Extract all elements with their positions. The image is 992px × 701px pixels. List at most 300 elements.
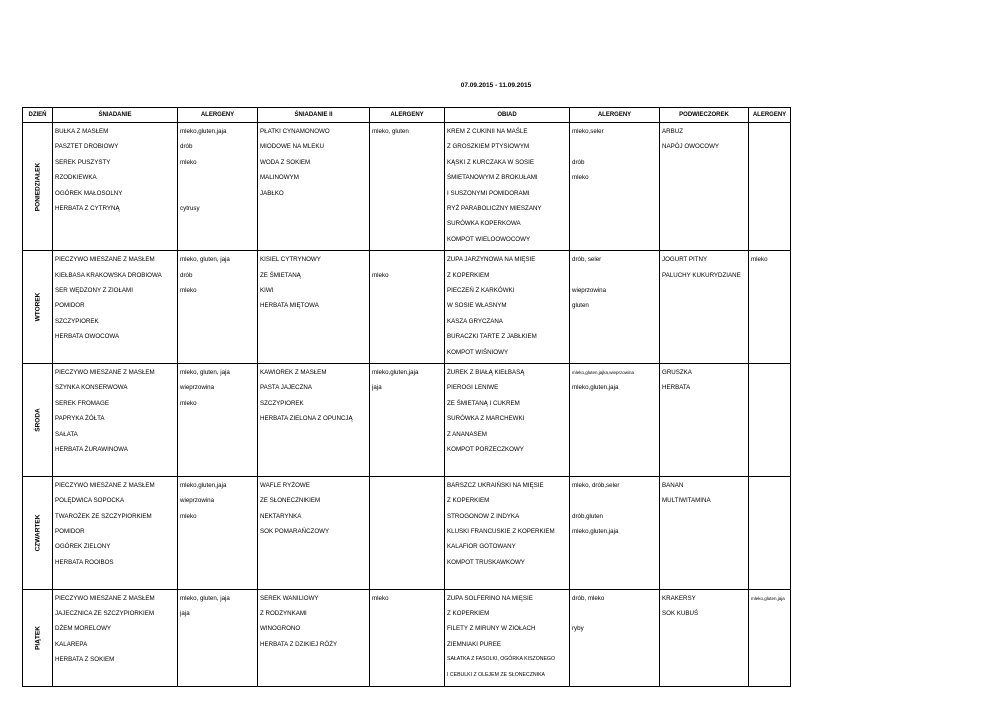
- menu-line: [572, 186, 659, 201]
- menu-line: ryby: [572, 625, 584, 633]
- menu-line: HERBATA Z CYTRYNĄ: [55, 204, 120, 212]
- menu-line: [372, 427, 444, 442]
- menu-line: [751, 509, 790, 524]
- menu-line: [260, 668, 369, 683]
- menu-line: [372, 155, 444, 170]
- day-label-cell: [23, 476, 53, 589]
- menu-line: PIECZYWO MIESZANE Z MASŁEM: [55, 368, 155, 376]
- menu-line: [751, 411, 790, 426]
- menu-line: [180, 232, 257, 247]
- menu-line: [372, 668, 444, 683]
- menu-line: [662, 298, 748, 313]
- menu-line: [180, 427, 257, 442]
- menu-cell: [445, 363, 570, 476]
- menu-line: [372, 606, 444, 621]
- menu-line: drób: [180, 271, 193, 279]
- menu-line: [751, 124, 790, 139]
- menu-line: SEREK FROMAGE: [55, 399, 109, 407]
- menu-line: [662, 555, 748, 570]
- menu-line: [372, 493, 444, 508]
- day-label-cell: [23, 363, 53, 476]
- menu-line: [751, 186, 790, 201]
- menu-line: [180, 170, 257, 185]
- menu-line: cytrusy: [180, 204, 200, 212]
- menu-line: [372, 524, 444, 539]
- menu-line: [55, 345, 177, 360]
- menu-line: NEKTARYNKA: [260, 512, 302, 520]
- menu-cell: [660, 123, 749, 251]
- menu-line: TWAROŻEK ZE SZCZYPIORKIEM: [55, 512, 152, 520]
- menu-line: PALUCHY KUKURYDZIANE: [662, 271, 741, 279]
- menu-line: GRUSZKA: [662, 368, 692, 376]
- menu-line: [751, 314, 790, 329]
- menu-cell: [570, 476, 660, 589]
- menu-line: KOMPOT WIELOOWOCOWY: [447, 235, 531, 243]
- menu-line: [572, 652, 659, 667]
- menu-line: [180, 329, 257, 344]
- menu-line: [751, 283, 790, 298]
- menu-cell: [178, 589, 258, 686]
- menu-line: [572, 457, 659, 472]
- menu-line: [751, 539, 790, 554]
- menu-line: [662, 509, 748, 524]
- menu-line: [662, 232, 748, 247]
- menu-line: WAFLE RYŻOWE: [260, 481, 310, 489]
- menu-line: PAPRYKA ŻÓŁTA: [55, 415, 105, 423]
- menu-line: [751, 606, 790, 621]
- column-header: ŚNIADANIE II: [258, 108, 370, 123]
- menu-line: [260, 329, 369, 344]
- menu-line: [572, 329, 659, 344]
- menu-line: [662, 539, 748, 554]
- menu-line: [372, 652, 444, 667]
- menu-line: [572, 442, 659, 457]
- menu-cell: [660, 363, 749, 476]
- menu-line: [751, 524, 790, 539]
- menu-line: HERBATA Z DZIKIEJ RÓŻY: [260, 640, 338, 648]
- menu-line: [180, 570, 257, 585]
- menu-line: [751, 365, 790, 380]
- date-range: 07.09.2015 - 11.09.2015: [460, 82, 532, 89]
- menu-line: mleko,gluten,jaja: [572, 527, 619, 535]
- menu-line: [572, 268, 659, 283]
- column-header: OBIAD: [445, 108, 570, 123]
- menu-line: mleko: [180, 286, 197, 294]
- menu-line: [751, 155, 790, 170]
- menu-line: [662, 621, 748, 636]
- day-row: [23, 123, 791, 251]
- menu-line: HERBATA MIĘTOWA: [260, 302, 319, 310]
- menu-cell: [570, 363, 660, 476]
- menu-line: [372, 396, 444, 411]
- menu-line: mleko,gluten,jaja: [572, 384, 619, 392]
- menu-line: [180, 442, 257, 457]
- menu-line: [180, 298, 257, 313]
- menu-line: [751, 668, 790, 683]
- menu-line: [372, 186, 444, 201]
- menu-line: [751, 232, 790, 247]
- menu-line: [751, 442, 790, 457]
- menu-line: SEREK WANILIOWY: [260, 594, 319, 602]
- menu-line: MIODOWE NA MLEKU: [260, 143, 324, 151]
- menu-line: BARSZCZ UKRAIŃSKI NA MIĘSIE: [447, 481, 544, 489]
- menu-line: JOGURT PITNY: [662, 256, 708, 264]
- menu-line: mleko,gluten,jaja: [372, 368, 419, 376]
- menu-line: Z RODZYNKAMI: [260, 609, 307, 617]
- menu-line: mleko,seler: [572, 128, 604, 135]
- menu-cell: [749, 363, 791, 476]
- menu-line: [372, 478, 444, 493]
- menu-line: [572, 570, 659, 585]
- menu-line: ZE ŚMIETANĄ I CUKREM: [447, 399, 520, 407]
- menu-cell: [749, 476, 791, 589]
- menu-line: [260, 555, 369, 570]
- day-label-cell: [23, 251, 53, 364]
- menu-line: RYŻ PARABOLICZNY MIESZANY: [447, 204, 542, 212]
- menu-line: RZODKIEWKA: [55, 174, 97, 182]
- menu-line: [572, 606, 659, 621]
- menu-line: [180, 314, 257, 329]
- menu-line: [572, 539, 659, 554]
- menu-line: [751, 139, 790, 154]
- menu-line: [180, 186, 257, 201]
- menu-line: PASZTET DROBIOWY: [55, 143, 119, 151]
- menu-line: mleko: [180, 399, 197, 407]
- menu-line: [372, 555, 444, 570]
- menu-line: mleko: [372, 271, 389, 279]
- menu-line: [372, 345, 444, 360]
- menu-line: BURACZKI TARTE Z JABŁKIEM: [447, 333, 537, 341]
- menu-line: [180, 216, 257, 231]
- menu-line: [751, 652, 790, 667]
- menu-cell: [445, 123, 570, 251]
- menu-line: gluten: [572, 302, 589, 310]
- menu-cell: [178, 476, 258, 589]
- menu-line: drób,gluten: [572, 512, 603, 520]
- menu-line: [572, 668, 659, 683]
- menu-line: [662, 345, 748, 360]
- menu-cell: [258, 251, 370, 364]
- menu-cell: [370, 123, 445, 251]
- menu-line: [372, 329, 444, 344]
- menu-line: mleko, gluten, jaja: [180, 256, 230, 264]
- menu-line: [260, 457, 369, 472]
- menu-line: Z KOPERKIEM: [447, 271, 490, 279]
- menu-line: [260, 314, 369, 329]
- menu-line: PIECZEŃ Z KARKÓWKI: [447, 286, 515, 294]
- menu-line: [662, 637, 748, 652]
- menu-line: [662, 216, 748, 231]
- menu-line: [751, 201, 790, 216]
- menu-line: [447, 570, 569, 585]
- menu-line: [751, 380, 790, 395]
- menu-line: mleko: [372, 594, 389, 602]
- day-label: WTOREK: [34, 292, 41, 322]
- menu-line: [372, 314, 444, 329]
- menu-cell: [53, 589, 178, 686]
- menu-line: [572, 232, 659, 247]
- menu-line: KĄSKI Z KURCZAKA W SOSIE: [447, 158, 534, 166]
- menu-line: [751, 329, 790, 344]
- day-label: PONIEDZIAŁEK: [34, 162, 41, 211]
- menu-line: [751, 637, 790, 652]
- menu-line: [260, 201, 369, 216]
- menu-cell: [660, 476, 749, 589]
- menu-line: KALAREPA: [55, 640, 88, 648]
- menu-line: mleko: [180, 158, 197, 166]
- menu-cell: [749, 589, 791, 686]
- menu-line: KASZA GRYCZANA: [447, 317, 503, 325]
- menu-line: jaja: [372, 384, 382, 392]
- menu-line: SEREK PUSZYSTY: [55, 158, 111, 166]
- menu-line: BUŁKA Z MASŁEM: [55, 128, 109, 135]
- menu-line: [372, 457, 444, 472]
- menu-line: KOMPOT PORZECZKOWY: [447, 445, 524, 453]
- menu-line: wieprzowina: [180, 384, 215, 392]
- menu-cell: [53, 123, 178, 251]
- menu-line: mleko, drób,seler: [572, 481, 620, 489]
- menu-line: [751, 427, 790, 442]
- day-row: [23, 363, 791, 476]
- menu-line: OGÓREK MAŁOSOLNY: [55, 189, 123, 197]
- menu-line: [572, 345, 659, 360]
- menu-line: [662, 411, 748, 426]
- menu-line: [372, 170, 444, 185]
- menu-cell: [660, 251, 749, 364]
- day-label: CZWARTEK: [34, 514, 41, 552]
- menu-line: [572, 314, 659, 329]
- menu-line: [180, 539, 257, 554]
- menu-line: [751, 478, 790, 493]
- menu-line: MULTIWITAMINA: [662, 497, 711, 505]
- menu-line: [372, 139, 444, 154]
- menu-line: KLUSKI FRANCUSKIE Z KOPERKIEM: [447, 527, 555, 535]
- menu-line: [372, 252, 444, 267]
- menu-cell: [445, 476, 570, 589]
- menu-line: W SOSIE WŁASNYM: [447, 302, 507, 310]
- menu-line: JABŁKO: [260, 189, 284, 197]
- menu-cell: [53, 363, 178, 476]
- menu-line: SOK POMARAŃCZOWY: [260, 527, 330, 535]
- menu-line: jaja: [180, 609, 190, 617]
- menu-line: mleko, gluten: [372, 128, 409, 135]
- menu-line: [260, 427, 369, 442]
- menu-line: [662, 570, 748, 585]
- menu-cell: [749, 123, 791, 251]
- menu-line: SAŁATA: [55, 430, 78, 438]
- menu-line: [751, 621, 790, 636]
- menu-line: SZYNKA KONSERWOWA: [55, 384, 128, 392]
- menu-cell: [178, 251, 258, 364]
- menu-line: [662, 314, 748, 329]
- menu-line: [372, 283, 444, 298]
- column-header: PODWIECZOREK: [660, 108, 749, 123]
- menu-line: KOMPOT TRUSKAWKOWY: [447, 558, 525, 566]
- menu-line: [751, 345, 790, 360]
- menu-line: drób, seler: [572, 256, 602, 264]
- menu-line: [372, 637, 444, 652]
- menu-line: ZUPA SOLFERINO NA MIĘSIE: [447, 594, 533, 602]
- menu-line: DŻEM MORELOWY: [55, 625, 112, 633]
- menu-line: [180, 555, 257, 570]
- menu-line: WODA Z SOKIEM: [260, 158, 311, 166]
- menu-line: KIWI: [260, 286, 274, 294]
- menu-line: [751, 493, 790, 508]
- menu-line: I SUSZONYMI POMIDORAMI: [447, 189, 530, 197]
- menu-line: [751, 268, 790, 283]
- menu-line: [372, 411, 444, 426]
- menu-line: KIEŁBASA KRAKOWSKA DROBIOWA: [55, 271, 162, 279]
- menu-line: [662, 201, 748, 216]
- menu-line: PIECZYWO MIESZANE Z MASŁEM: [55, 256, 155, 264]
- menu-cell: [570, 123, 660, 251]
- menu-line: [372, 232, 444, 247]
- menu-cell: [445, 589, 570, 686]
- menu-line: [180, 524, 257, 539]
- menu-line: drób: [180, 143, 193, 151]
- menu-line: [572, 216, 659, 231]
- menu-cell: [660, 589, 749, 686]
- menu-line: [260, 232, 369, 247]
- column-header: ALERGENY: [749, 108, 791, 123]
- menu-line: [372, 298, 444, 313]
- menu-line: ZE ŚMIETANĄ: [260, 271, 301, 279]
- menu-line: [372, 201, 444, 216]
- column-header: ALERGENY: [178, 108, 258, 123]
- menu-line: [751, 570, 790, 585]
- menu-line: [662, 186, 748, 201]
- menu-line: ARBUZ: [662, 128, 683, 135]
- menu-cell: [178, 363, 258, 476]
- menu-line: [662, 427, 748, 442]
- menu-line: KAWIOREK Z MASŁEM: [260, 368, 327, 376]
- menu-line: drób: [572, 158, 585, 166]
- menu-line: ZIEMNIAKI PUREE: [447, 640, 501, 648]
- menu-line: HERBATA ŻURAWINOWA: [55, 445, 128, 453]
- menu-line: SZCZYPIOREK: [55, 317, 99, 325]
- menu-line: POLĘDWICA SOPOCKA: [55, 497, 125, 505]
- menu-line: [751, 170, 790, 185]
- menu-line: [180, 411, 257, 426]
- menu-line: SURÓWKA KOPERKOWA: [447, 220, 521, 228]
- menu-line: ŻUREK Z BIAŁĄ KIEŁBASĄ: [447, 368, 525, 376]
- menu-line: [260, 442, 369, 457]
- menu-line: [572, 493, 659, 508]
- menu-line: [180, 621, 257, 636]
- menu-line: [372, 216, 444, 231]
- menu-line: [662, 652, 748, 667]
- menu-cell: [258, 476, 370, 589]
- menu-line: [662, 396, 748, 411]
- day-label: ŚRODA: [34, 408, 41, 432]
- menu-line: [260, 345, 369, 360]
- menu-line: [180, 345, 257, 360]
- menu-cell: [258, 363, 370, 476]
- day-row: [23, 589, 791, 686]
- menu-line: [662, 442, 748, 457]
- menu-line: [372, 621, 444, 636]
- menu-line: [662, 457, 748, 472]
- menu-line: [55, 216, 177, 231]
- column-header: ALERGENY: [570, 108, 660, 123]
- menu-line: PŁATKI CYNAMONOWO: [260, 128, 330, 135]
- menu-cell: [370, 363, 445, 476]
- menu-line: mleko,gluten,jajka,wieprzowina: [572, 369, 635, 375]
- menu-line: Z GROSZKIEM PTYSIOWYM: [447, 143, 530, 151]
- menu-line: [260, 652, 369, 667]
- menu-line: [372, 442, 444, 457]
- menu-line: [662, 668, 748, 683]
- menu-line: FILETY Z MIRUNY W ZIOŁACH: [447, 625, 536, 633]
- menu-line: [662, 524, 748, 539]
- menu-line: Z KOPERKIEM: [447, 497, 490, 505]
- menu-line: SOK KUBUŚ: [662, 609, 699, 617]
- menu-line: [180, 668, 257, 683]
- menu-line: [751, 216, 790, 231]
- menu-line: [55, 232, 177, 247]
- menu-line: [55, 570, 177, 585]
- menu-line: ZUPA JARZYNOWA NA MIĘSIE: [447, 256, 536, 264]
- menu-line: [372, 570, 444, 585]
- menu-line: I CEBULKI Z OLEJEM ZE SŁONECZNIKA: [447, 671, 546, 678]
- menu-line: drób, mleko: [572, 594, 605, 602]
- menu-line: ZE SŁONECZNIKIEM: [260, 497, 321, 505]
- menu-line: [751, 298, 790, 313]
- menu-line: KRAKERSY: [662, 594, 696, 602]
- menu-cell: [258, 589, 370, 686]
- menu-line: [751, 396, 790, 411]
- menu-line: HERBATA OWOCOWA: [55, 333, 120, 341]
- menu-cell: [749, 251, 791, 364]
- menu-line: mleko, gluten, jaja: [180, 594, 230, 602]
- menu-line: WINOGRONO: [260, 625, 301, 633]
- menu-line: [260, 570, 369, 585]
- column-header: DZIEŃ: [23, 108, 53, 123]
- menu-cell: [178, 123, 258, 251]
- menu-line: [180, 457, 257, 472]
- menu-line: [662, 155, 748, 170]
- menu-line: MALINOWYM: [260, 174, 299, 182]
- menu-line: [662, 329, 748, 344]
- menu-line: [662, 283, 748, 298]
- menu-line: KOMPOT WIŚNIOWY: [447, 348, 509, 356]
- menu-cell: [570, 251, 660, 364]
- menu-line: mleko,gluten,jaja: [751, 595, 785, 601]
- menu-line: Z ANANASEM: [447, 430, 487, 438]
- menu-line: [751, 457, 790, 472]
- menu-line: mleko,gluten,jaja: [180, 481, 227, 489]
- menu-cell: [258, 123, 370, 251]
- day-row: [23, 476, 791, 589]
- column-header: ALERGENY: [370, 108, 445, 123]
- menu-line: mleko: [572, 174, 589, 182]
- menu-line: [662, 170, 748, 185]
- menu-line: PIEROGI LENIWE: [447, 384, 499, 392]
- menu-line: HERBATA ROOIBOS: [55, 558, 114, 566]
- menu-line: HERBATA: [662, 384, 691, 392]
- menu-line: KALAFIOR GOTOWANY: [447, 543, 516, 551]
- menu-line: [447, 457, 569, 472]
- menu-cell: [570, 589, 660, 686]
- menu-line: PASTA JAJECZNA: [260, 384, 313, 392]
- menu-line: [260, 539, 369, 554]
- menu-line: JAJECZNICA ZE SZCZYPIORKIEM: [55, 609, 155, 617]
- day-label-cell: [23, 123, 53, 251]
- menu-line: [372, 539, 444, 554]
- day-label-cell: [23, 589, 53, 686]
- day-label: PIĄTEK: [34, 625, 41, 650]
- menu-line: [572, 427, 659, 442]
